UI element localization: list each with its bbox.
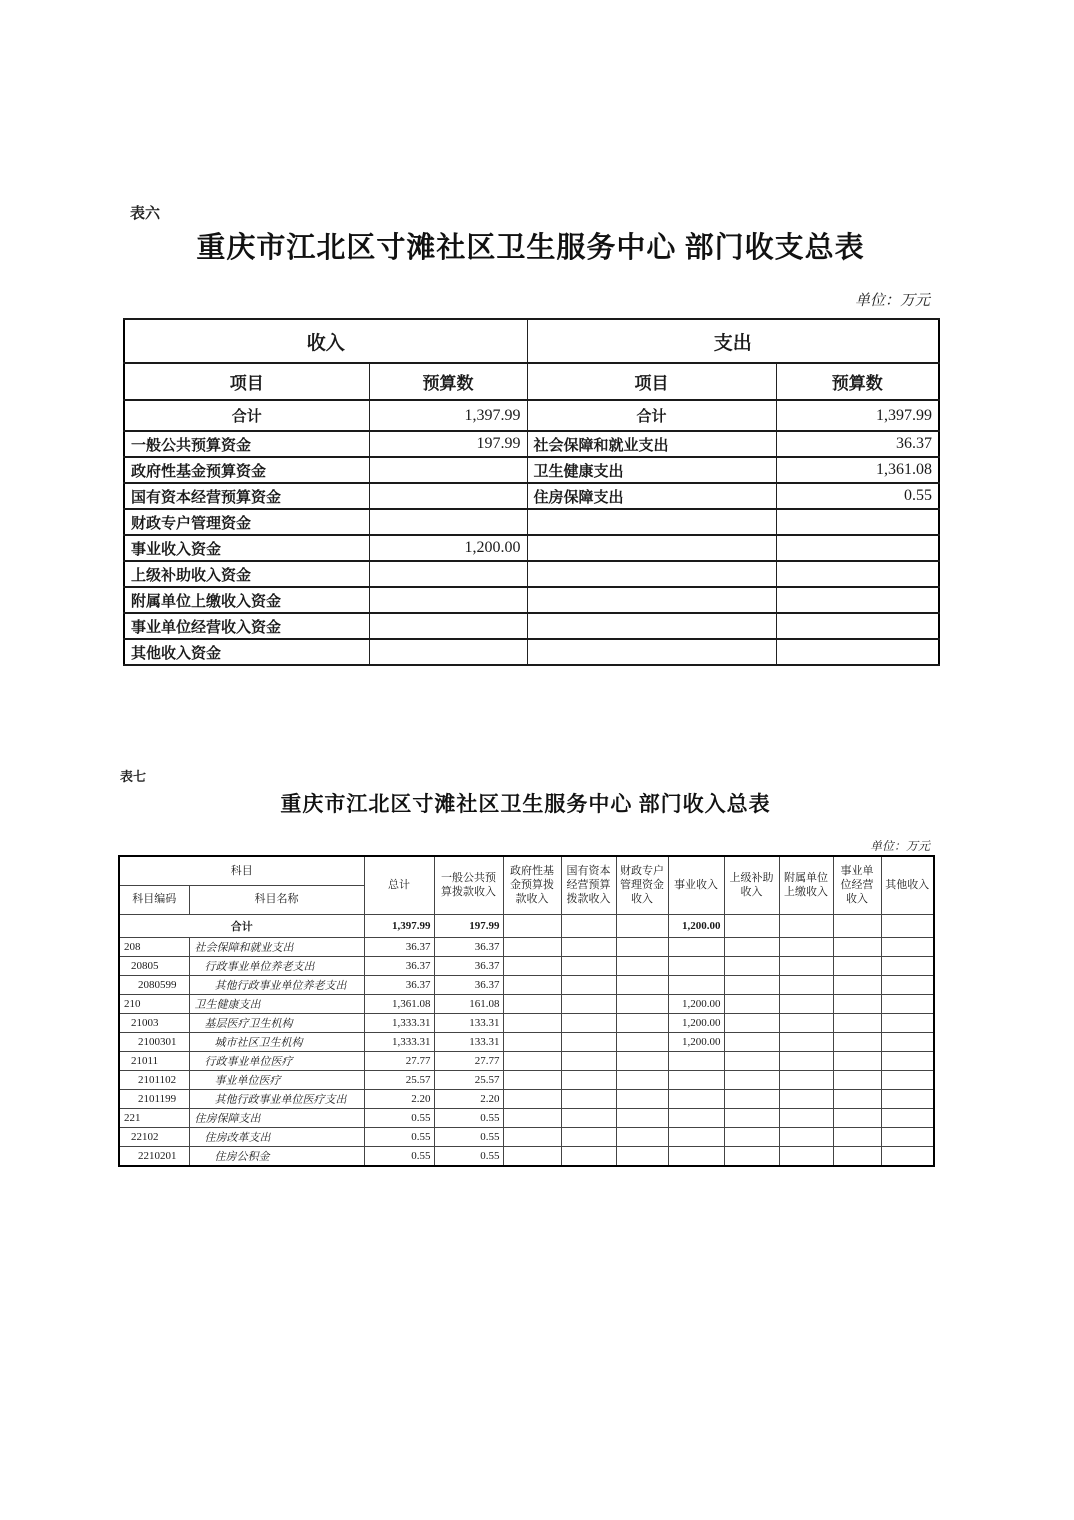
value-cell (833, 1146, 881, 1166)
income-item-cell: 国有资本经营预算资金 (124, 483, 369, 509)
value-cell (881, 1146, 934, 1166)
expenditure-budget-cell (776, 613, 939, 639)
table6-row (124, 431, 939, 457)
value-cell: 161.08 (434, 994, 503, 1013)
subject-name-header: 科目名称 (189, 885, 364, 914)
value-cell (561, 1070, 616, 1089)
value-cell (503, 994, 561, 1013)
table6-row (124, 613, 939, 639)
value-cell (833, 956, 881, 975)
value-cell (724, 956, 779, 975)
value-cell (724, 975, 779, 994)
table7-row (119, 956, 934, 975)
value-cell (881, 1108, 934, 1127)
value-cell (503, 1032, 561, 1051)
value-cell (616, 1051, 668, 1070)
subject-code-cell: 2101102 (119, 1070, 189, 1089)
value-cell: 0.55 (364, 1127, 434, 1146)
value-cell: 1,333.31 (364, 1032, 434, 1051)
subject-code-cell: 221 (119, 1108, 189, 1127)
income-budget-cell (369, 561, 527, 587)
table6-row (124, 587, 939, 613)
value-cell (779, 1070, 833, 1089)
general-public-budget-column-header: 一般公共预算拨款收入 (434, 856, 503, 914)
expenditure-item-cell: 卫生健康支出 (527, 457, 776, 483)
expenditure-budget-cell (776, 509, 939, 535)
value-cell: 1,200.00 (668, 1032, 724, 1051)
value-cell (881, 937, 934, 956)
table6-row (124, 639, 939, 665)
income-item-cell: 上级补助收入资金 (124, 561, 369, 587)
value-cell: 0.55 (434, 1146, 503, 1166)
value-cell (724, 1108, 779, 1127)
table7-row (119, 975, 934, 994)
expenditure-budget-cell: 1,397.99 (776, 400, 939, 431)
value-cell (881, 1089, 934, 1108)
value-cell: 1,333.31 (364, 1013, 434, 1032)
subject-name-cell: 其他行政事业单位医疗支出 (189, 1089, 364, 1108)
expenditure-budget-cell (776, 535, 939, 561)
subject-code-header: 科目编码 (119, 885, 189, 914)
subject-name-cell: 城市社区卫生机构 (189, 1032, 364, 1051)
value-cell (779, 1108, 833, 1127)
table7-row (119, 1089, 934, 1108)
subject-code-cell: 22102 (119, 1127, 189, 1146)
value-cell: 197.99 (434, 914, 503, 937)
value-cell (561, 1051, 616, 1070)
table6-row (124, 509, 939, 535)
value-cell (833, 994, 881, 1013)
value-cell: 133.31 (434, 1013, 503, 1032)
table7-tag: 表七 (120, 769, 147, 784)
subject-code-cell: 208 (119, 937, 189, 956)
value-cell (833, 975, 881, 994)
value-cell: 2.20 (434, 1089, 503, 1108)
value-cell (561, 1013, 616, 1032)
value-cell: 27.77 (434, 1051, 503, 1070)
table7-row (119, 994, 934, 1013)
subject-code-cell: 2210201 (119, 1146, 189, 1166)
value-cell (668, 1070, 724, 1089)
operational-income-column-header: 事业收入 (668, 856, 724, 914)
value-cell (881, 914, 934, 937)
table6-row (124, 561, 939, 587)
income-item-cell: 财政专户管理资金 (124, 509, 369, 535)
value-cell: 0.55 (434, 1108, 503, 1127)
table6-unit-label: 单位：万元 (854, 293, 930, 309)
subject-name-cell: 其他行政事业单位养老支出 (189, 975, 364, 994)
expenditure-section-header: 支出 (527, 319, 939, 363)
table7-row (119, 1146, 934, 1166)
value-cell: 36.37 (364, 975, 434, 994)
business-operation-column-header: 事业单位经营收入 (833, 856, 881, 914)
value-cell (779, 914, 833, 937)
value-cell: 36.37 (364, 956, 434, 975)
value-cell (833, 1051, 881, 1070)
income-budget-cell (369, 483, 527, 509)
value-cell: 1,200.00 (668, 914, 724, 937)
value-cell (881, 1013, 934, 1032)
value-cell (616, 1013, 668, 1032)
value-cell (779, 937, 833, 956)
income-budget-cell (369, 639, 527, 665)
value-cell (668, 975, 724, 994)
value-cell (503, 1089, 561, 1108)
table6-tag: 表六 (130, 206, 161, 222)
value-cell (561, 1089, 616, 1108)
value-cell (779, 994, 833, 1013)
value-cell (724, 1089, 779, 1108)
table7-body (119, 914, 934, 1166)
subject-name-cell: 事业单位医疗 (189, 1070, 364, 1089)
value-cell (668, 1146, 724, 1166)
expenditure-item-cell (527, 587, 776, 613)
affiliated-unit-column-header: 附属单位上缴收入 (779, 856, 833, 914)
subject-code-cell: 2080599 (119, 975, 189, 994)
income-section-header: 收入 (124, 319, 527, 363)
income-item-cell: 附属单位上缴收入资金 (124, 587, 369, 613)
subject-name-cell: 行政事业单位医疗 (189, 1051, 364, 1070)
table7-total-row (119, 914, 934, 937)
value-cell (668, 1051, 724, 1070)
value-cell (616, 1127, 668, 1146)
value-cell (833, 1070, 881, 1089)
subject-code-cell: 2101199 (119, 1089, 189, 1108)
value-cell (616, 914, 668, 937)
value-cell: 1,397.99 (364, 914, 434, 937)
value-cell (833, 937, 881, 956)
total-column-header: 总计 (364, 856, 434, 914)
expenditure-item-cell (527, 613, 776, 639)
income-item-cell: 事业收入资金 (124, 535, 369, 561)
value-cell (881, 994, 934, 1013)
table6-section-header-row (124, 319, 939, 363)
budget-summary-table (123, 318, 940, 666)
value-cell (724, 994, 779, 1013)
table7-row (119, 937, 934, 956)
fiscal-special-account-column-header: 财政专户管理资金收入 (616, 856, 668, 914)
value-cell (503, 956, 561, 975)
value-cell (503, 914, 561, 937)
expenditure-item-cell (527, 561, 776, 587)
table7-row (119, 1070, 934, 1089)
income-item-cell: 政府性基金预算资金 (124, 457, 369, 483)
subject-group-header: 科目 (119, 856, 364, 885)
value-cell (881, 1032, 934, 1051)
value-cell (779, 1146, 833, 1166)
expenditure-budget-cell: 1,361.08 (776, 457, 939, 483)
expenditure-budget-cell (776, 561, 939, 587)
table6-title: 重庆市江北区寸滩社区卫生服务中心 部门收支总表 (196, 232, 865, 264)
value-cell (779, 1032, 833, 1051)
value-cell (724, 937, 779, 956)
value-cell: 2.20 (364, 1089, 434, 1108)
income-budget-header: 预算数 (369, 363, 527, 400)
value-cell (833, 914, 881, 937)
income-item-cell: 一般公共预算资金 (124, 431, 369, 457)
value-cell: 0.55 (434, 1127, 503, 1146)
value-cell (616, 1032, 668, 1051)
value-cell (881, 956, 934, 975)
value-cell (616, 1146, 668, 1166)
value-cell (503, 1070, 561, 1089)
value-cell (724, 1032, 779, 1051)
other-income-column-header: 其他收入 (881, 856, 934, 914)
value-cell (616, 937, 668, 956)
expenditure-item-cell: 合计 (527, 400, 776, 431)
expenditure-item-cell: 住房保障支出 (527, 483, 776, 509)
subject-code-cell: 21003 (119, 1013, 189, 1032)
value-cell (561, 1146, 616, 1166)
value-cell (668, 937, 724, 956)
value-cell: 1,200.00 (668, 994, 724, 1013)
value-cell: 36.37 (434, 956, 503, 975)
table6-row (124, 535, 939, 561)
value-cell (503, 1127, 561, 1146)
value-cell (779, 1013, 833, 1032)
subject-code-cell: 2100301 (119, 1032, 189, 1051)
table7-row (119, 1051, 934, 1070)
value-cell (503, 937, 561, 956)
superior-subsidy-column-header: 上级补助收入 (724, 856, 779, 914)
value-cell (561, 975, 616, 994)
value-cell (561, 956, 616, 975)
table7-header-row-1 (119, 856, 934, 885)
expenditure-budget-cell: 36.37 (776, 431, 939, 457)
income-item-header: 项目 (124, 363, 369, 400)
subject-name-cell: 行政事业单位养老支出 (189, 956, 364, 975)
value-cell (561, 937, 616, 956)
value-cell: 25.57 (364, 1070, 434, 1089)
value-cell (616, 1089, 668, 1108)
table7-row (119, 1032, 934, 1051)
value-cell (724, 1146, 779, 1166)
value-cell (833, 1013, 881, 1032)
table6-row (124, 483, 939, 509)
table7-row (119, 1127, 934, 1146)
value-cell (616, 994, 668, 1013)
value-cell (503, 1013, 561, 1032)
table6-total-row (124, 400, 939, 431)
income-budget-cell (369, 587, 527, 613)
value-cell: 36.37 (434, 937, 503, 956)
value-cell: 27.77 (364, 1051, 434, 1070)
expenditure-item-cell (527, 639, 776, 665)
value-cell (779, 1089, 833, 1108)
value-cell (668, 1127, 724, 1146)
value-cell (616, 1070, 668, 1089)
value-cell: 36.37 (364, 937, 434, 956)
income-budget-cell: 197.99 (369, 431, 527, 457)
income-budget-cell: 1,200.00 (369, 535, 527, 561)
value-cell (561, 914, 616, 937)
table7-row (119, 1108, 934, 1127)
value-cell (881, 1127, 934, 1146)
income-item-cell: 合计 (124, 400, 369, 431)
value-cell: 1,361.08 (364, 994, 434, 1013)
value-cell (779, 1051, 833, 1070)
subject-name-cell: 卫生健康支出 (189, 994, 364, 1013)
expenditure-item-cell: 社会保障和就业支出 (527, 431, 776, 457)
table6-column-header-row (124, 363, 939, 400)
value-cell (616, 1108, 668, 1127)
value-cell (668, 1089, 724, 1108)
expenditure-item-header: 项目 (527, 363, 776, 400)
value-cell: 25.57 (434, 1070, 503, 1089)
value-cell (561, 1127, 616, 1146)
value-cell: 36.37 (434, 975, 503, 994)
value-cell (616, 956, 668, 975)
value-cell (881, 1051, 934, 1070)
expenditure-budget-cell (776, 639, 939, 665)
value-cell (561, 1108, 616, 1127)
subject-name-cell: 住房公积金 (189, 1146, 364, 1166)
subject-code-cell: 21011 (119, 1051, 189, 1070)
table7-unit-label: 单位：万元 (869, 839, 930, 853)
value-cell (833, 1032, 881, 1051)
subject-name-cell: 社会保障和就业支出 (189, 937, 364, 956)
value-cell (503, 1108, 561, 1127)
value-cell (616, 975, 668, 994)
value-cell (724, 1127, 779, 1146)
expenditure-budget-cell: 0.55 (776, 483, 939, 509)
value-cell (779, 1127, 833, 1146)
value-cell (881, 1070, 934, 1089)
value-cell (561, 1032, 616, 1051)
value-cell (503, 1146, 561, 1166)
value-cell (833, 1108, 881, 1127)
subject-total-cell: 合计 (119, 914, 364, 937)
subject-name-cell: 住房保障支出 (189, 1108, 364, 1127)
value-cell (724, 1051, 779, 1070)
state-capital-column-header: 国有资本经营预算拨款收入 (561, 856, 616, 914)
table6-body (124, 400, 939, 665)
income-detail-table (118, 855, 935, 1167)
income-budget-cell (369, 509, 527, 535)
expenditure-item-cell (527, 509, 776, 535)
income-budget-cell: 1,397.99 (369, 400, 527, 431)
value-cell (724, 914, 779, 937)
table7-title: 重庆市江北区寸滩社区卫生服务中心 部门收入总表 (280, 792, 771, 816)
table7-row (119, 1013, 934, 1032)
value-cell (779, 956, 833, 975)
income-budget-cell (369, 457, 527, 483)
subject-name-cell: 基层医疗卫生机构 (189, 1013, 364, 1032)
subject-name-cell: 住房改革支出 (189, 1127, 364, 1146)
value-cell: 0.55 (364, 1146, 434, 1166)
value-cell: 1,200.00 (668, 1013, 724, 1032)
value-cell (503, 975, 561, 994)
income-item-cell: 其他收入资金 (124, 639, 369, 665)
value-cell (724, 1013, 779, 1032)
value-cell (881, 975, 934, 994)
government-fund-column-header: 政府性基金预算拨款收入 (503, 856, 561, 914)
value-cell (724, 1070, 779, 1089)
value-cell (503, 1051, 561, 1070)
expenditure-budget-cell (776, 587, 939, 613)
value-cell (668, 1108, 724, 1127)
income-budget-cell (369, 613, 527, 639)
value-cell (833, 1089, 881, 1108)
table6-row (124, 457, 939, 483)
value-cell: 133.31 (434, 1032, 503, 1051)
value-cell (668, 956, 724, 975)
value-cell (779, 975, 833, 994)
value-cell (833, 1127, 881, 1146)
value-cell (561, 994, 616, 1013)
value-cell: 0.55 (364, 1108, 434, 1127)
income-item-cell: 事业单位经营收入资金 (124, 613, 369, 639)
subject-code-cell: 210 (119, 994, 189, 1013)
subject-code-cell: 20805 (119, 956, 189, 975)
expenditure-budget-header: 预算数 (776, 363, 939, 400)
expenditure-item-cell (527, 535, 776, 561)
